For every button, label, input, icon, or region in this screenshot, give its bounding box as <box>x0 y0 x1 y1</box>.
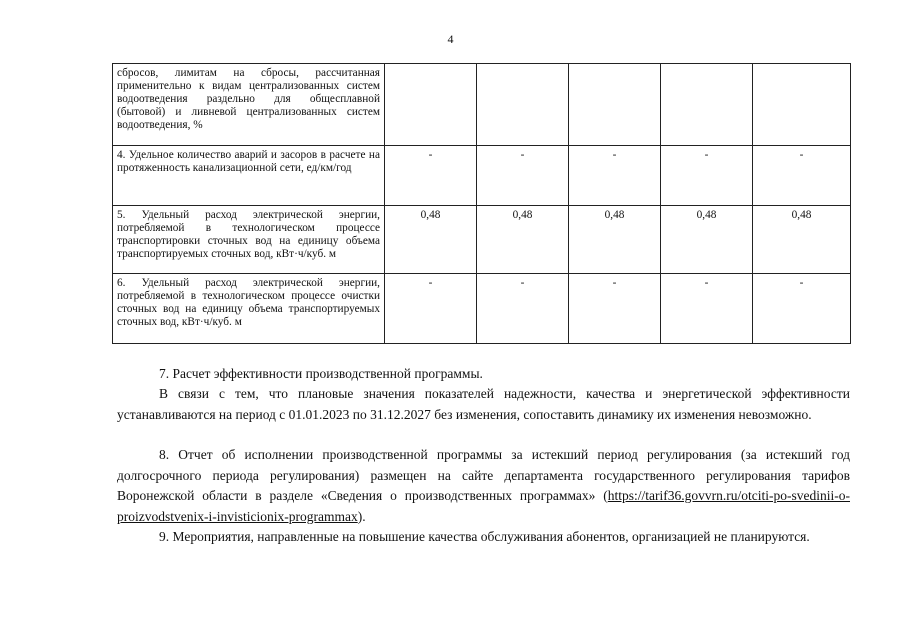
section-8-text: 8. Отчет об исполнении производственной программы за истекший период регулирования (за истекший год долгосрочного периода регулирования) размещен на сайте департамента государственного регулирования тарифов Воронежской области в разделе «Сведения о производственных программах» ( <box>117 447 850 503</box>
indicator-value: - <box>477 274 569 344</box>
indicator-value: - <box>569 274 661 344</box>
page-number: 4 <box>447 32 454 46</box>
indicator-value: - <box>385 146 477 206</box>
indicator-value: 0,48 <box>385 206 477 274</box>
indicator-description: сбросов, лимитам на сбросы, рассчитанная применительно к видам централизованных систем водоотведения раздельно для общесплавной (бытовой) и ливневой централизованных систем водоотведения, % <box>113 64 385 146</box>
report-link[interactable]: https://tarif36.govvrn.ru/otciti-po-svedinii-o-proizvodstvenix-i-invisticionix-programmax <box>117 488 850 524</box>
indicator-description: 4. Удельное количество аварий и засоров в расчете на протяженность канализационной сети, ед/км/год <box>113 146 385 206</box>
section-7-body: В связи с тем, что плановые значения показателей надежности, качества и энергетической эффективности устанавливаются на период с 01.01.2023 по 31.12.2027 без изменения, сопоставить динамику их изменения невозможно. <box>117 386 850 422</box>
indicator-description: 5. Удельный расход электрической энергии, потребляемой в технологическом процессе транспортировки сточных вод на единицу объема транспортируемых сточных вод, кВт·ч/куб. м <box>113 206 385 274</box>
indicator-value: 0,48 <box>569 206 661 274</box>
indicator-value <box>477 64 569 146</box>
indicator-value: - <box>661 274 753 344</box>
table-row <box>113 146 851 206</box>
indicator-value: 0,48 <box>753 206 851 274</box>
table-row <box>113 64 851 146</box>
table-row <box>113 206 851 274</box>
indicator-value: 0,48 <box>477 206 569 274</box>
indicator-value <box>661 64 753 146</box>
indicator-value <box>569 64 661 146</box>
indicator-value: - <box>753 274 851 344</box>
indicator-value: - <box>753 146 851 206</box>
indicator-value <box>385 64 477 146</box>
section-7-heading: 7. Расчет эффективности производственной программы. <box>159 366 483 381</box>
indicator-value: 0,48 <box>661 206 753 274</box>
section-9-body: 9. Мероприятия, направленные на повышение качества обслуживания абонентов, организацией не планируются. <box>159 529 810 544</box>
indicator-value: - <box>385 274 477 344</box>
section-8-tail: ). <box>357 508 366 524</box>
indicator-value <box>753 64 851 146</box>
section-8-body <box>117 445 850 527</box>
indicator-value: - <box>569 146 661 206</box>
indicator-value: - <box>661 146 753 206</box>
table-row <box>113 274 851 344</box>
indicator-description: 6. Удельный расход электрической энергии, потребляемой в технологическом процессе очистки сточных вод на единицу объема транспортируемых сточных вод, кВт·ч/куб. м <box>113 274 385 344</box>
indicator-value: - <box>477 146 569 206</box>
indicators-table <box>112 63 851 344</box>
